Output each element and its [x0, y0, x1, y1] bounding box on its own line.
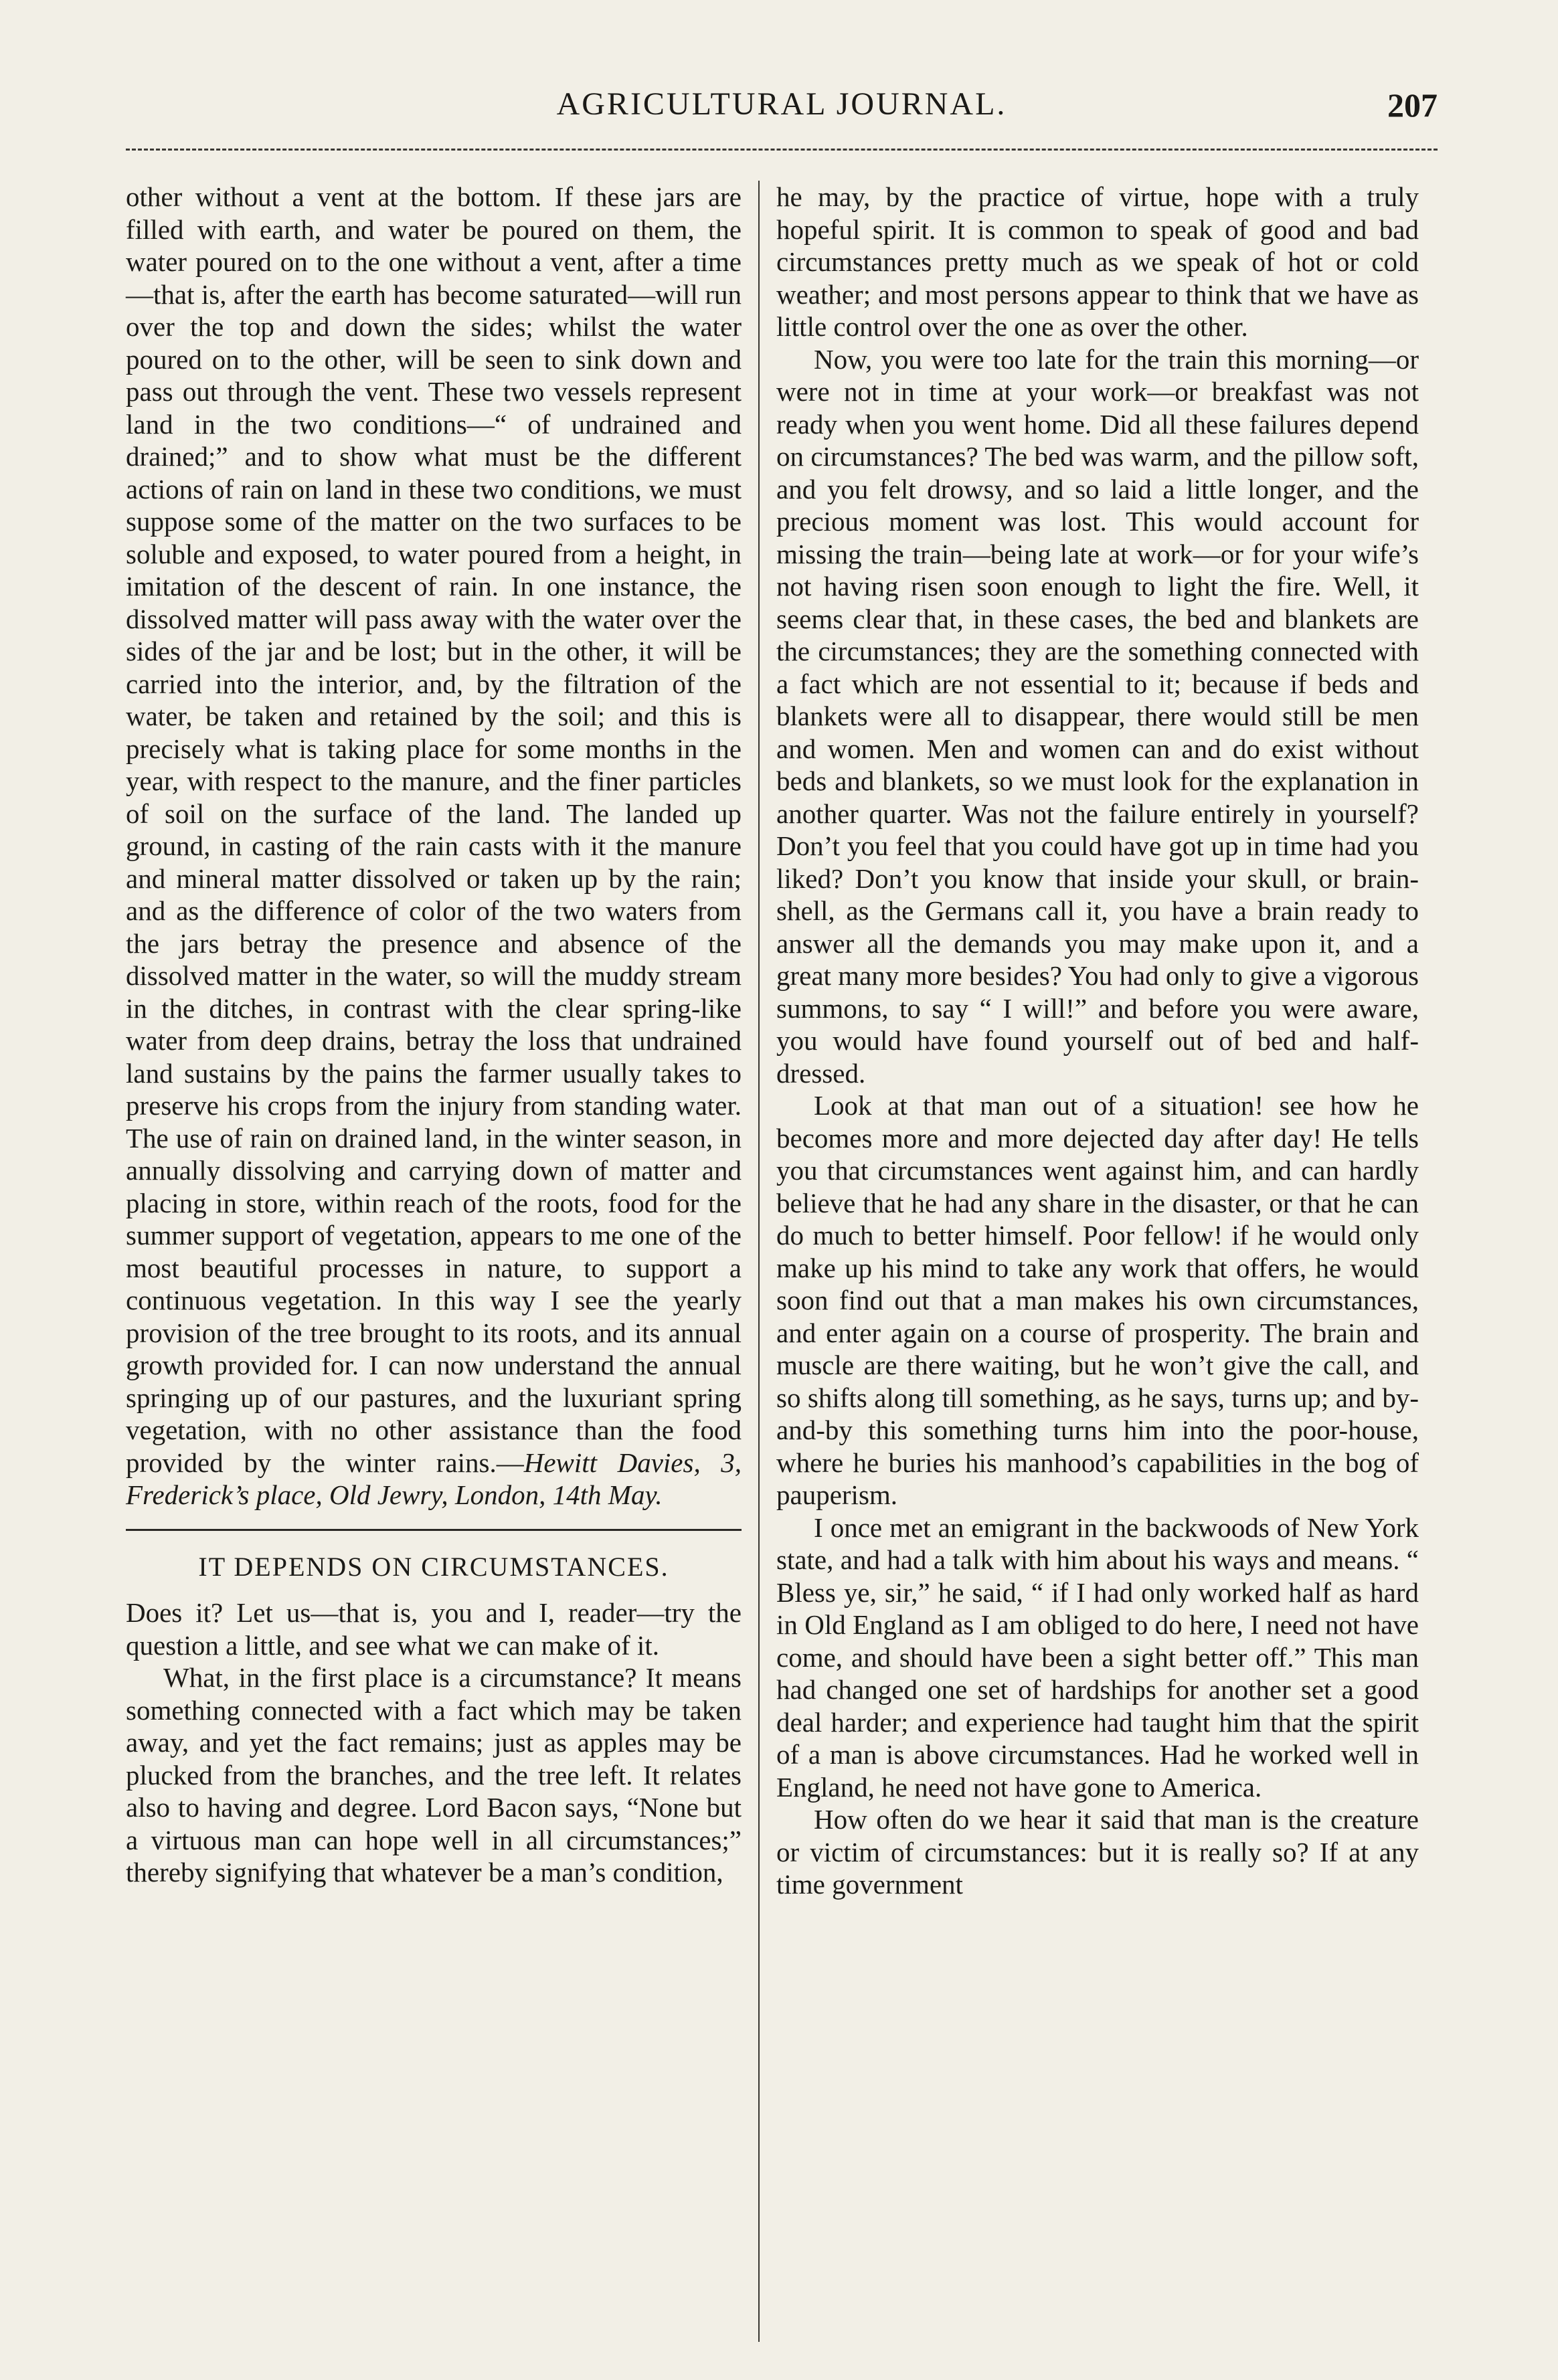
right-column	[776, 181, 1419, 1901]
article-paragraph: How often do we hear it said that man is the creature or victim of circumstances: but it is really so? If at any time government	[776, 1804, 1419, 1900]
article-paragraph: Does it? Let us—that is, you and I, reader—try the question a little, and see what we can make of it.	[126, 1597, 742, 1661]
article-paragraph: Look at that man out of a situation! see how he becomes more and more dejected day after day! He tells you that circumstances went against him, and can hardly believe that he had any share in the disaster, or that he can do much to better himself. Poor fellow! if he would only make up his mind to take any work that offers, he would soon find out that a man makes his own circumstances, and enter again on a course of prosperity. The brain and muscle are there waiting, but he won’t give the call, and so shifts along till something, as he says, turns up; and by-and-by this something turns him into the poor-house, where he buries his manhood’s capabilities in the bog of pauperism.	[776, 1090, 1419, 1510]
article-paragraph: What, in the first place is a circumstance? It means something connected with a fact which may be taken away, and yet the fact remains; just as apples may be plucked from the branches, and the tree left. It relates also to having and degree. Lord Bacon says, “None but a virtuous man can hope well in all circumstances;” thereby signifying that whatever be a man’s condition,	[126, 1662, 742, 1888]
section-title: IT DEPENDS ON CIRCUMSTANCES.	[198, 1551, 669, 1582]
section-rule	[126, 1529, 742, 1531]
article-paragraph: Now, you were too late for the train this morning—or were not in time at your work—or breakfast was not ready when you went home. Did all these failures depend on circumstances? The bed was warm, and the pillow soft, and you felt drowsy, and so laid a little longer, and the precious moment was lost. This would account for missing the train—being late at work—or for your wife’s not having risen soon enough to light the fire. Well, it seems clear that, in these cases, the bed and blankets are the circumstances; they are the something connected with a fact which are not essential to it; because if beds and blankets were all to disappear, there would still be men and women. Men and women can and do exist without beds and blankets, so we must look for the explanation in another quarter. Was not the failure entirely in yourself? Don’t you feel that you could have got up in time had you liked? Don’t you know that inside your skull, or brain-shell, as the Germans call it, you have a brain ready to answer all the demands you may make upon it, and a great many more besides? You had only to give a vigorous summons, to say “ I will!” and before you were aware, you would have found yourself out of bed and half-dressed.	[776, 343, 1419, 1089]
running-head: AGRICULTURAL JOURNAL.	[556, 86, 1007, 122]
drainage-paragraph	[126, 181, 742, 1512]
article-paragraph: he may, by the practice of virtue, hope with a truly hopeful spirit. It is common to speak of good and bad circumstances pretty much as we speak of hot or cold weather; and most persons appear to think that we have as little control over the one as over the other.	[776, 181, 1419, 342]
drainage-paragraph-text: other without a vent at the bottom. If these jars are filled with earth, and water be poured on them, the water poured on to the one without a vent, after a time—that is, after the earth has become saturated—will run over the top and down the sides; whilst the water poured on to the other, will be seen to sink down and pass out through the vent. These two vessels represent land in the two conditions—“ of undrained and drained;” and to show what must be the different actions of rain on land in these two conditions, we must suppose some of the matter on the two surfaces to be soluble and exposed, to water poured from a height, in imitation of the descent of rain. In one instance, the dissolved matter will pass away with the water over the sides of the jar and be lost; but in the other, it will be carried into the interior, and, by the filtration of the water, be taken and retained by the soil; and this is precisely what is taking place for some months in the year, with respect to the manure, and the finer particles of soil on the surface of the land. The landed up ground, in casting of the rain casts with it the manure and mineral matter dissolved or taken up by the rain; and as the difference of color of the two waters from the jars betray the presence and absence of the dissolved matter in the water, so will the muddy stream in the ditches, in contrast with the clear spring-like water from deep drains, betray the loss that undrained land sustains by the pains the farmer usually takes to preserve his crops from the injury from standing water. The use of rain on drained land, in the winter season, in annually dissolving and carrying down of matter and placing in store, within reach of the roots, food for the summer support of vegetation, appears to me one of the most beautiful processes in nature, to support a continuous vegetation. In this way I see the yearly provision of the tree brought to its roots, and its annual growth provided for. I can now understand the annual springing up of our pastures, and the luxuriant spring vegetation, with no other assistance than the food provided by the winter rains.—	[126, 181, 742, 1478]
author-signature: Hewitt Davies, 3, Frederick’s place, Old Jewry, London, 14th May.	[126, 1447, 742, 1510]
header-rule	[126, 149, 1438, 151]
left-column	[126, 181, 742, 1889]
column-divider	[758, 181, 760, 2342]
page-number: 207	[1387, 86, 1438, 124]
article-paragraph: I once met an emigrant in the backwoods of New York state, and had a talk with him about his ways and means. “ Bless ye, sir,” he said, “ if I had only worked half as hard in Old England as I am obliged to do here, I need not have come, and should have been a sight better off.” This man had changed one set of hardships for another set a good deal harder; and experience had taught him that the spirit of a man is above circumstances. Had he worked well in England, he need not have gone to America.	[776, 1512, 1419, 1803]
page-header	[126, 86, 1438, 139]
